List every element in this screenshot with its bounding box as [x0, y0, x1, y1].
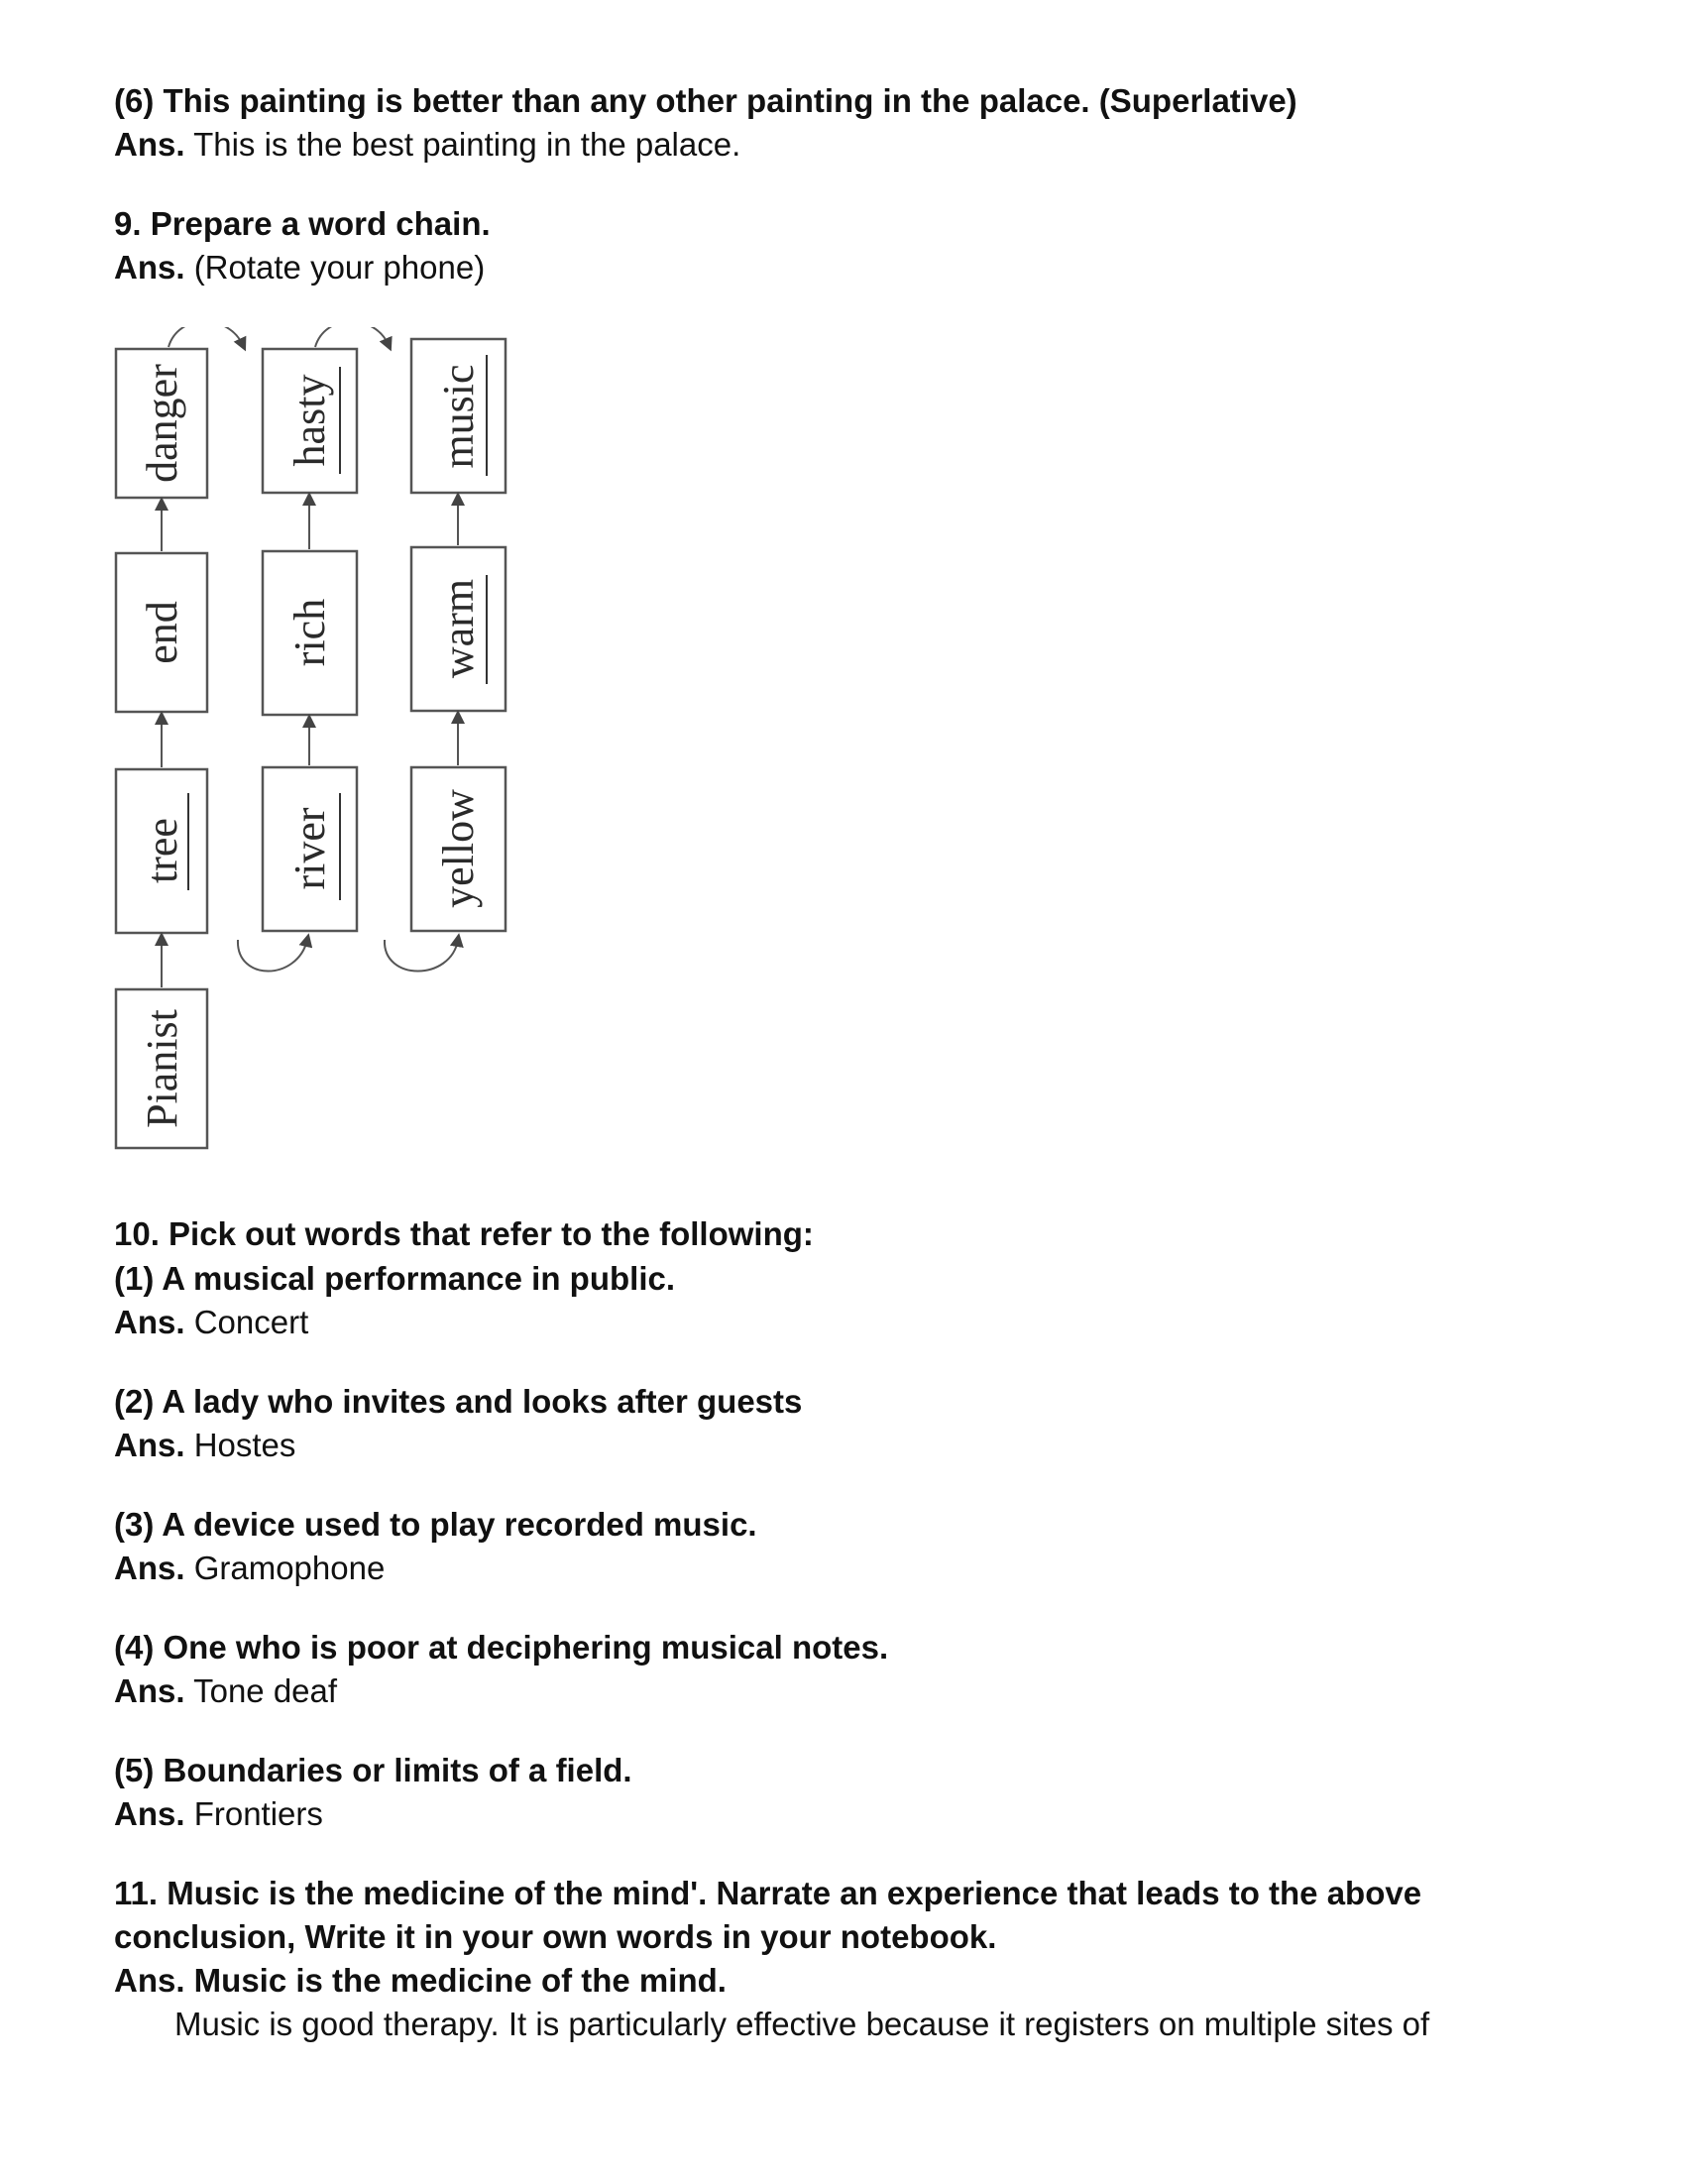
ans-label: Ans.	[114, 126, 185, 163]
q11-question-line1: 11. Music is the medicine of the mind'. Narrate an experience that leads to the above	[114, 1875, 1422, 1911]
chain-word-river: river	[285, 807, 334, 890]
q10-item-answer: Hostes	[193, 1427, 296, 1463]
connector-bottom-arrow	[238, 940, 307, 972]
q9-answer-line	[114, 248, 485, 287]
q10-item-question: (4) One who is poor at deciphering musical notes.	[114, 1629, 889, 1666]
chain-word-warm: warm	[434, 578, 483, 679]
q6-answer: This is the best painting in the palace.	[193, 126, 741, 163]
q9-question: 9. Prepare a word chain.	[114, 205, 491, 242]
chain-word-pianist: Pianist	[138, 1009, 186, 1128]
q10-item-answer-line	[114, 1794, 323, 1834]
word-chain-diagram	[109, 327, 525, 1160]
chain-word-rich: rich	[285, 598, 334, 667]
q10-item-answer: Frontiers	[193, 1795, 323, 1832]
q11-answer-text: Music is good therapy. It is particularly effective because it registers on multiple sites of	[174, 2006, 1430, 2042]
chain-word-danger: danger	[138, 364, 186, 483]
chain-word-hasty: hasty	[285, 374, 334, 467]
ans-label: Ans.	[114, 1304, 185, 1340]
q10-item-answer-line	[114, 1303, 308, 1342]
q10-item-answer-line	[114, 1426, 295, 1465]
q10-item-question: (2) A lady who invites and looks after guests	[114, 1383, 803, 1420]
q10-question: 10. Pick out words that refer to the following:	[114, 1215, 814, 1252]
q10-item-answer: Gramophone	[193, 1550, 386, 1586]
q11-answer-heading: Ans. Music is the medicine of the mind.	[114, 1962, 727, 1999]
q10-item-question: (1) A musical performance in public.	[114, 1260, 676, 1297]
chain-word-end: end	[138, 601, 186, 664]
ans-label: Ans.	[114, 1550, 185, 1586]
ans-label: Ans.	[114, 1672, 185, 1709]
q10-item-answer: Concert	[193, 1304, 309, 1340]
q10-item-question: (3) A device used to play recorded music.	[114, 1506, 757, 1543]
q9-answer: (Rotate your phone)	[193, 249, 486, 286]
q11-question-line2: conclusion, Write it in your own words in your notebook.	[114, 1918, 997, 1955]
ans-label: Ans.	[114, 249, 185, 286]
connector-bottom-arrow	[385, 940, 458, 972]
q6-answer-line	[114, 125, 740, 165]
q6-question: (6) This painting is better than any other painting in the palace. (Superlative)	[114, 82, 1297, 119]
chain-word-tree: tree	[138, 818, 186, 883]
ans-label: Ans.	[114, 1427, 185, 1463]
ans-label: Ans.	[114, 1795, 185, 1832]
chain-word-music: music	[434, 364, 483, 469]
connector-top-arrow	[315, 327, 389, 347]
connector-top-arrow	[169, 327, 243, 347]
q10-item-answer: Tone deaf	[193, 1672, 338, 1709]
chain-word-yellow: yellow	[434, 789, 483, 908]
q10-item-answer-line	[114, 1671, 337, 1711]
q10-item-answer-line	[114, 1549, 385, 1588]
q10-item-question: (5) Boundaries or limits of a field.	[114, 1752, 632, 1788]
